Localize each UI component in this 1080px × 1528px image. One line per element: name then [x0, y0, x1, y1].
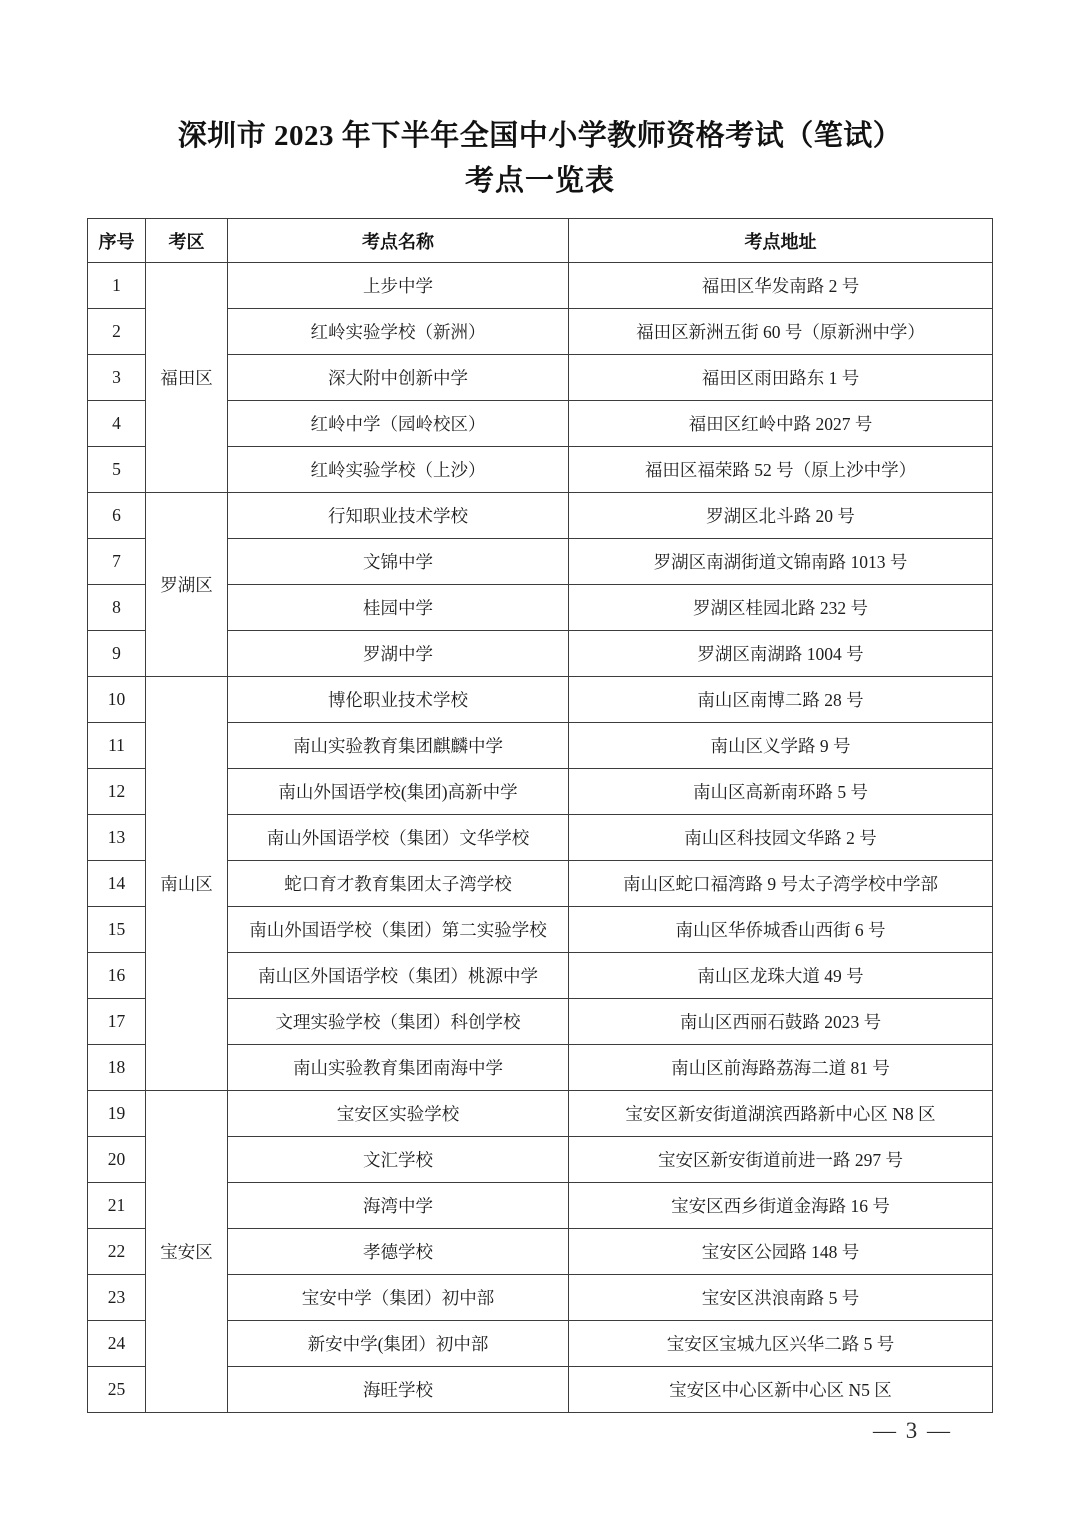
cell-row-number: 5 — [88, 447, 146, 493]
cell-row-number: 14 — [88, 861, 146, 907]
cell-row-number: 3 — [88, 355, 146, 401]
cell-site-address: 宝安区新安街道湖滨西路新中心区 N8 区 — [569, 1091, 993, 1137]
column-header-site-name: 考点名称 — [228, 219, 569, 263]
cell-row-number: 24 — [88, 1321, 146, 1367]
column-header-site-address: 考点地址 — [569, 219, 993, 263]
column-header-no: 序号 — [88, 219, 146, 263]
header-row — [88, 219, 993, 263]
cell-row-number: 13 — [88, 815, 146, 861]
cell-row-number: 25 — [88, 1367, 146, 1413]
cell-row-number: 21 — [88, 1183, 146, 1229]
table-header-row — [88, 219, 993, 263]
cell-site-name: 海旺学校 — [228, 1367, 569, 1413]
cell-site-name: 红岭实验学校（上沙） — [228, 447, 569, 493]
cell-row-number: 16 — [88, 953, 146, 999]
cell-site-address: 南山区蛇口福湾路 9 号太子湾学校中学部 — [569, 861, 993, 907]
cell-site-name: 上步中学 — [228, 263, 569, 309]
cell-row-number: 23 — [88, 1275, 146, 1321]
document-subtitle: 考点一览表 — [464, 165, 615, 197]
page-number: — 3 — — [873, 1418, 952, 1443]
cell-site-name: 蛇口育才教育集团太子湾学校 — [228, 861, 569, 907]
cell-site-address: 福田区福荣路 52 号（原上沙中学） — [569, 447, 993, 493]
cell-district-name: 罗湖区 — [146, 493, 228, 677]
cell-row-number: 6 — [88, 493, 146, 539]
cell-site-address: 罗湖区南湖路 1004 号 — [569, 631, 993, 677]
table-row — [88, 493, 993, 539]
cell-site-address: 南山区高新南环路 5 号 — [569, 769, 993, 815]
cell-district-name: 福田区 — [146, 263, 228, 493]
cell-site-name: 孝德学校 — [228, 1229, 569, 1275]
cell-site-name: 红岭中学（园岭校区） — [228, 401, 569, 447]
cell-site-name: 罗湖中学 — [228, 631, 569, 677]
cell-row-number: 15 — [88, 907, 146, 953]
cell-site-address: 宝安区洪浪南路 5 号 — [569, 1275, 993, 1321]
cell-site-address: 罗湖区南湖街道文锦南路 1013 号 — [569, 539, 993, 585]
cell-row-number: 22 — [88, 1229, 146, 1275]
cell-row-number: 4 — [88, 401, 146, 447]
cell-row-number: 17 — [88, 999, 146, 1045]
cell-site-address: 福田区红岭中路 2027 号 — [569, 401, 993, 447]
cell-site-name: 南山实验教育集团南海中学 — [228, 1045, 569, 1091]
cell-site-address: 宝安区宝城九区兴华二路 5 号 — [569, 1321, 993, 1367]
cell-site-name: 南山外国语学校（集团）第二实验学校 — [228, 907, 569, 953]
table-row — [88, 1091, 993, 1137]
document-title: 深圳市 2023 年下半年全国中小学教师资格考试（笔试） — [177, 120, 903, 152]
cell-row-number: 19 — [88, 1091, 146, 1137]
cell-row-number: 20 — [88, 1137, 146, 1183]
cell-row-number: 2 — [88, 309, 146, 355]
cell-site-name: 南山实验教育集团麒麟中学 — [228, 723, 569, 769]
table-row — [88, 677, 993, 723]
cell-site-name: 深大附中创新中学 — [228, 355, 569, 401]
cell-site-address: 宝安区西乡街道金海路 16 号 — [569, 1183, 993, 1229]
cell-site-address: 南山区华侨城香山西街 6 号 — [569, 907, 993, 953]
cell-site-name: 文锦中学 — [228, 539, 569, 585]
cell-site-address: 宝安区公园路 148 号 — [569, 1229, 993, 1275]
cell-site-name: 博伦职业技术学校 — [228, 677, 569, 723]
cell-site-name: 宝安中学（集团）初中部 — [228, 1275, 569, 1321]
cell-row-number: 12 — [88, 769, 146, 815]
cell-site-address: 南山区科技园文华路 2 号 — [569, 815, 993, 861]
cell-site-address: 南山区前海路荔海二道 81 号 — [569, 1045, 993, 1091]
table-row — [88, 263, 993, 309]
exam-sites-table — [87, 218, 993, 1413]
cell-site-name: 新安中学(集团）初中部 — [228, 1321, 569, 1367]
cell-site-name: 文汇学校 — [228, 1137, 569, 1183]
cell-site-name: 南山区外国语学校（集团）桃源中学 — [228, 953, 569, 999]
cell-site-address: 南山区南博二路 28 号 — [569, 677, 993, 723]
cell-site-name: 南山外国语学校（集团）文华学校 — [228, 815, 569, 861]
cell-site-name: 海湾中学 — [228, 1183, 569, 1229]
cell-site-address: 南山区龙珠大道 49 号 — [569, 953, 993, 999]
cell-row-number: 18 — [88, 1045, 146, 1091]
cell-site-address: 福田区新洲五街 60 号（原新洲中学） — [569, 309, 993, 355]
cell-row-number: 10 — [88, 677, 146, 723]
column-header-district: 考区 — [146, 219, 228, 263]
cell-site-address: 罗湖区桂园北路 232 号 — [569, 585, 993, 631]
cell-site-address: 宝安区中心区新中心区 N5 区 — [569, 1367, 993, 1413]
cell-district-name: 南山区 — [146, 677, 228, 1091]
cell-site-address: 福田区华发南路 2 号 — [569, 263, 993, 309]
cell-row-number: 9 — [88, 631, 146, 677]
cell-site-address: 南山区西丽石鼓路 2023 号 — [569, 999, 993, 1045]
cell-site-name: 红岭实验学校（新洲） — [228, 309, 569, 355]
cell-site-name: 宝安区实验学校 — [228, 1091, 569, 1137]
cell-site-name: 行知职业技术学校 — [228, 493, 569, 539]
cell-row-number: 7 — [88, 539, 146, 585]
cell-site-address: 罗湖区北斗路 20 号 — [569, 493, 993, 539]
cell-site-address: 宝安区新安街道前进一路 297 号 — [569, 1137, 993, 1183]
cell-site-address: 南山区义学路 9 号 — [569, 723, 993, 769]
cell-district-name: 宝安区 — [146, 1091, 228, 1413]
cell-row-number: 11 — [88, 723, 146, 769]
cell-row-number: 1 — [88, 263, 146, 309]
cell-site-name: 南山外国语学校(集团)高新中学 — [228, 769, 569, 815]
cell-site-name: 文理实验学校（集团）科创学校 — [228, 999, 569, 1045]
cell-site-address: 福田区雨田路东 1 号 — [569, 355, 993, 401]
table-body — [88, 263, 993, 1413]
cell-row-number: 8 — [88, 585, 146, 631]
cell-site-name: 桂园中学 — [228, 585, 569, 631]
